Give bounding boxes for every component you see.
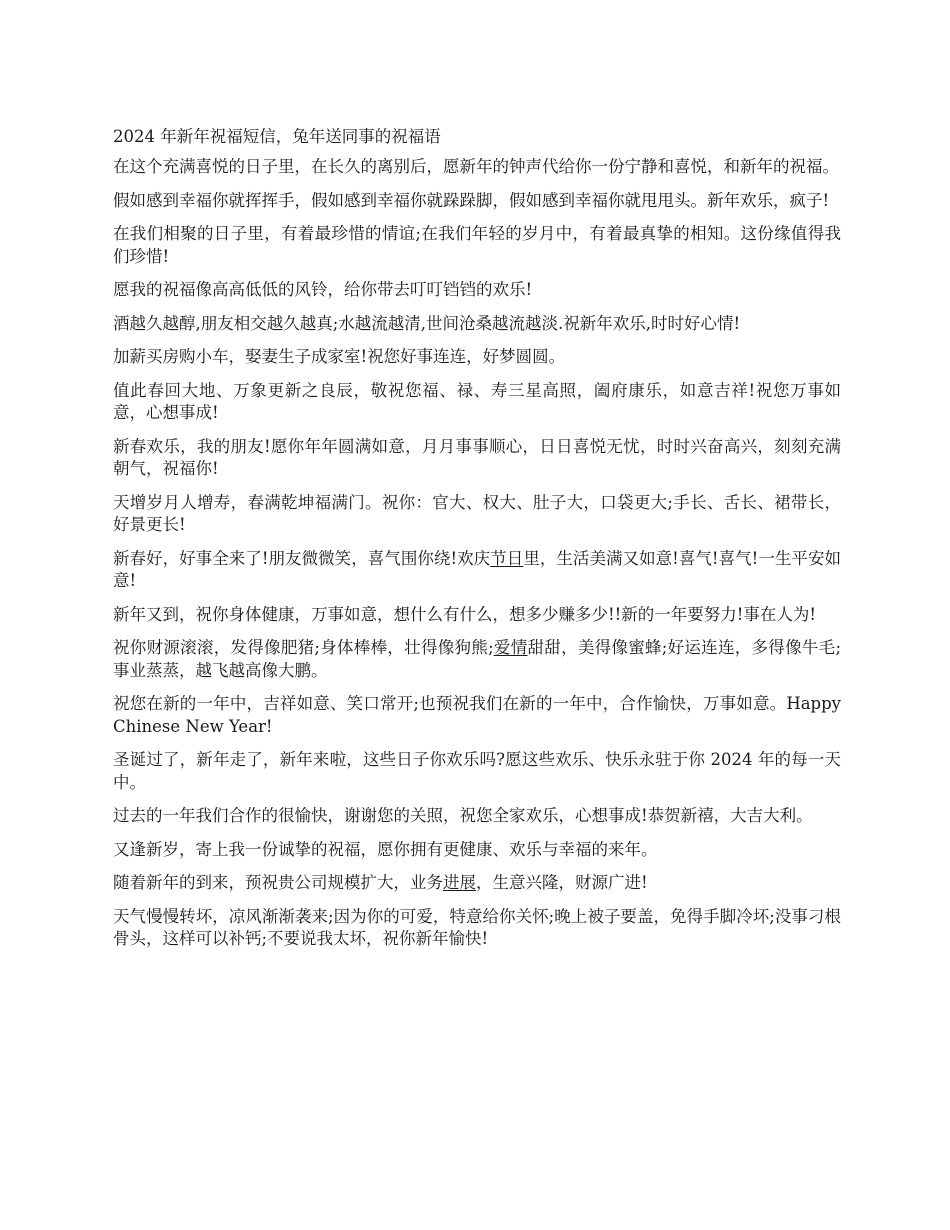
paragraph: 天增岁月人增寿，春满乾坤福满门。祝你：官大、权大、肚子大，口袋更大;手长、舌长、裙带长，好景更长!: [113, 492, 841, 534]
progress-link[interactable]: 进展: [443, 873, 476, 892]
paragraph: 假如感到幸福你就挥挥手，假如感到幸福你就跺跺脚，假如感到幸福你就甩甩头。新年欢乐，疯子!: [113, 190, 830, 210]
paragraph-text: ，生意兴隆，财源广进!: [476, 873, 648, 892]
paragraph: 在这个充满喜悦的日子里，在长久的离别后，愿新年的钟声代给你一份宁静和喜悦，和新年的祝福。: [113, 157, 839, 176]
document-page: [113, 124, 841, 962]
paragraph-text: 里，生活美满又如意!喜气!喜气!一生平安如意!: [113, 548, 841, 590]
paragraph: 又逢新岁，寄上我一份诚挚的祝福，愿你拥有更健康、欢乐与幸福的来年。: [113, 839, 658, 859]
paragraph-text: 祝你财源滚滚，发得像肥猪;身体棒棒，壮得像狗熊;: [113, 638, 494, 657]
paragraph: 新年又到，祝你身体健康，万事如意，想什么有什么，想多少赚多少!!新的一年要努力!事在人为!: [113, 604, 817, 624]
paragraph: [113, 872, 841, 895]
paragraph: 过去的一年我们合作的很愉快，谢谢您的关照，祝您全家欢乐，心想事成!恭贺新禧，大吉大利。: [113, 806, 813, 825]
paragraph-text: 随着新年的到来，预祝贵公司规模扩大，业务: [113, 873, 443, 892]
paragraph: 在我们相聚的日子里，有着最珍惜的情谊;在我们年轻的岁月中，有着最真挚的相知。这份缘值得我们珍惜!: [113, 224, 841, 266]
document-title: 2024 年新年祝福短信，兔年送同事的祝福语: [113, 127, 441, 146]
love-link[interactable]: 爱情: [493, 638, 528, 657]
paragraph: 祝您在新的一年中，吉祥如意、笑口常开;也预祝我们在新的一年中，合作愉快，万事如意。Happy Chinese New Year!: [113, 694, 841, 736]
paragraph: 天气慢慢转坏，凉风渐渐袭来;因为你的可爱，特意给你关怀;晚上被子要盖，免得手脚冷坏;没事刁根骨头，这样可以补钙;不要说我太坏，祝你新年愉快!: [113, 906, 841, 948]
paragraph: 值此春回大地、万象更新之良辰，敬祝您福、禄、寿三星高照，阖府康乐，如意吉祥!祝您万事如意，心想事成!: [113, 380, 841, 422]
holiday-link[interactable]: 节日: [490, 548, 524, 568]
paragraph: 加薪买房购小车，娶妻生子成家室!祝您好事连连，好梦圆圆。: [113, 347, 566, 366]
paragraph: [113, 548, 841, 593]
paragraph: 新春欢乐，我的朋友!愿你年年圆满如意，月月事事顺心，日日喜悦无忧，时时兴奋高兴，刻刻充满朝气，祝福你!: [113, 436, 841, 478]
paragraph-text: 新春好，好事全来了!朋友微微笑，喜气围你绕!欢庆: [113, 548, 491, 568]
paragraph: 酒越久越醇,朋友相交越久越真;水越流越清,世间沧桑越流越淡.祝新年欢乐,时时好心情!: [113, 313, 741, 333]
paragraph: 愿我的祝福像高高低低的风铃，给你带去叮叮铛铛的欢乐!: [113, 280, 533, 299]
paragraph: [113, 637, 841, 682]
paragraph: 圣诞过了，新年走了，新年来啦，这些日子你欢乐吗?愿这些欢乐、快乐永驻于你 2024 年的每一天中。: [113, 750, 841, 792]
paragraph-text: 甜甜，美得像蜜蜂;好运连连，多得像牛毛;事业蒸蒸，越飞越高像大鹏。: [113, 638, 842, 680]
